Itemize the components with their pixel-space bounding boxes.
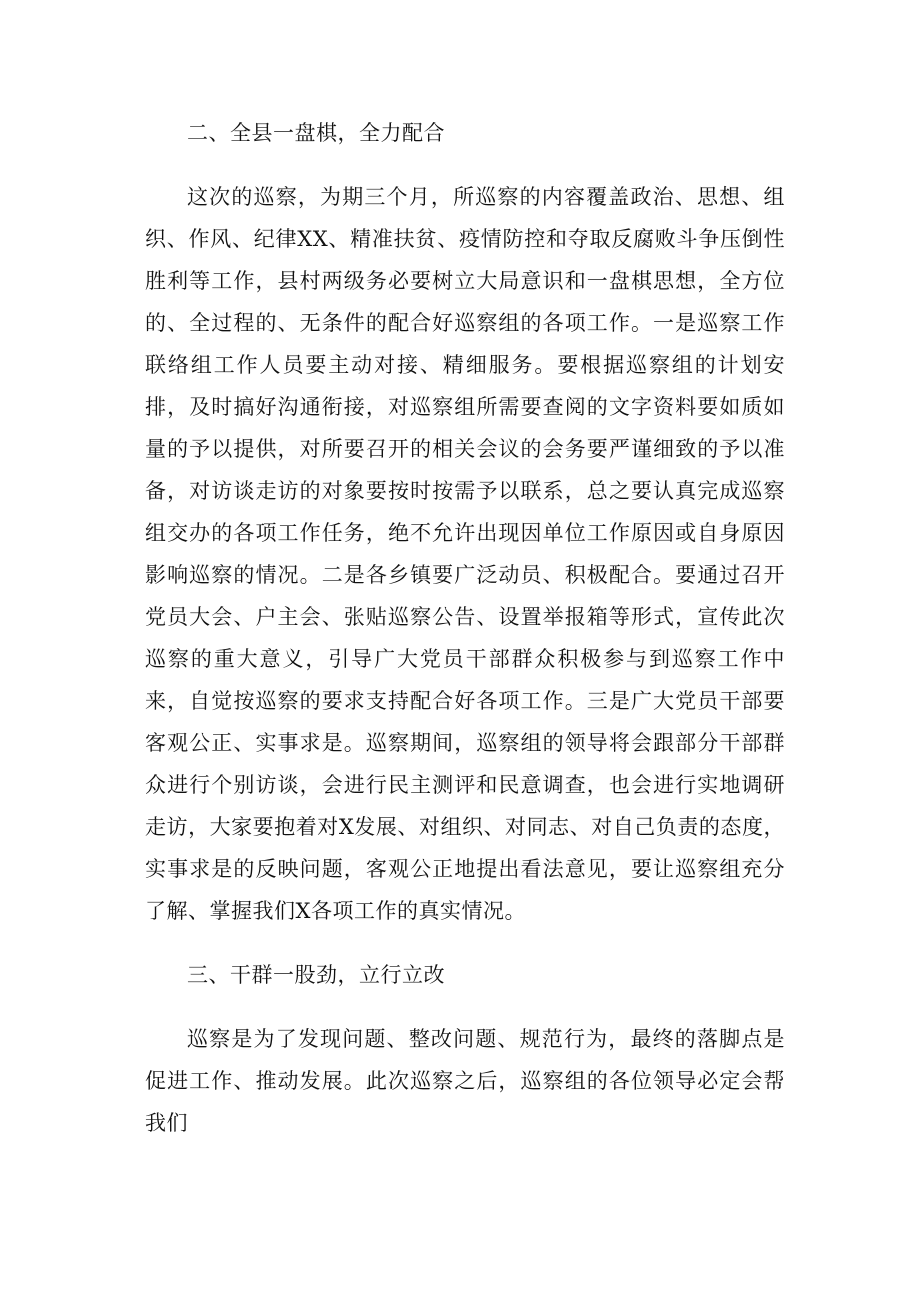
section-3-heading: 三、干群一股劲，立行立改: [187, 963, 445, 987]
section-2-heading: 二、全县一盘棋，全力配合: [187, 121, 445, 145]
section-3-paragraph: 巡察是为了发现问题、整改问题、规范行为，最终的落脚点是促进工作、推动发展。此次巡察之后，巡察组的各位领导必定会帮我们: [145, 1027, 785, 1135]
document-body: [145, 112, 785, 1166]
section-2-paragraph: 这次的巡察，为期三个月，所巡察的内容覆盖政治、思想、组织、作风、纪律XX、精准扶贫、疫情防控和夺取反腐败斗争压倒性胜利等工作，县村两级务必要树立大局意识和一盘棋思想，全方位的、全过程的、无条件的配合好巡察组的各项工作。一是巡察工作联络组工作人员要主动对接、精细服务。要根据巡察组的计划安排，及时搞好沟通衔接，对巡察组所需要查阅的文字资料要如质如量的予以提供，对所要召开的相关会议的会务要严谨细致的予以准备，对访谈走访的对象要按时按需予以联系，总之要认真完成巡察组交办的各项工作任务，绝不允许出现因单位工作原因或自身原因影响巡察的情况。二是各乡镇要广泛动员、积极配合。要通过召开党员大会、户主会、张贴巡察公告、设置举报箱等形式，宣传此次巡察的重大意义，引导广大党员干部群众积极参与到巡察工作中来，自觉按巡察的要求支持配合好各项工作。三是广大党员干部要客观公正、实事求是。巡察期间，巡察组的领导将会跟部分干部群众进行个别访谈，会进行民主测评和民意调查，也会进行实地调研走访，大家要抱着对X发展、对组织、对同志、对自己负责的态度，实事求是的反映问题，客观公正地提出看法意见，要让巡察组充分了解、掌握我们X各项工作的真实情况。: [145, 185, 785, 923]
